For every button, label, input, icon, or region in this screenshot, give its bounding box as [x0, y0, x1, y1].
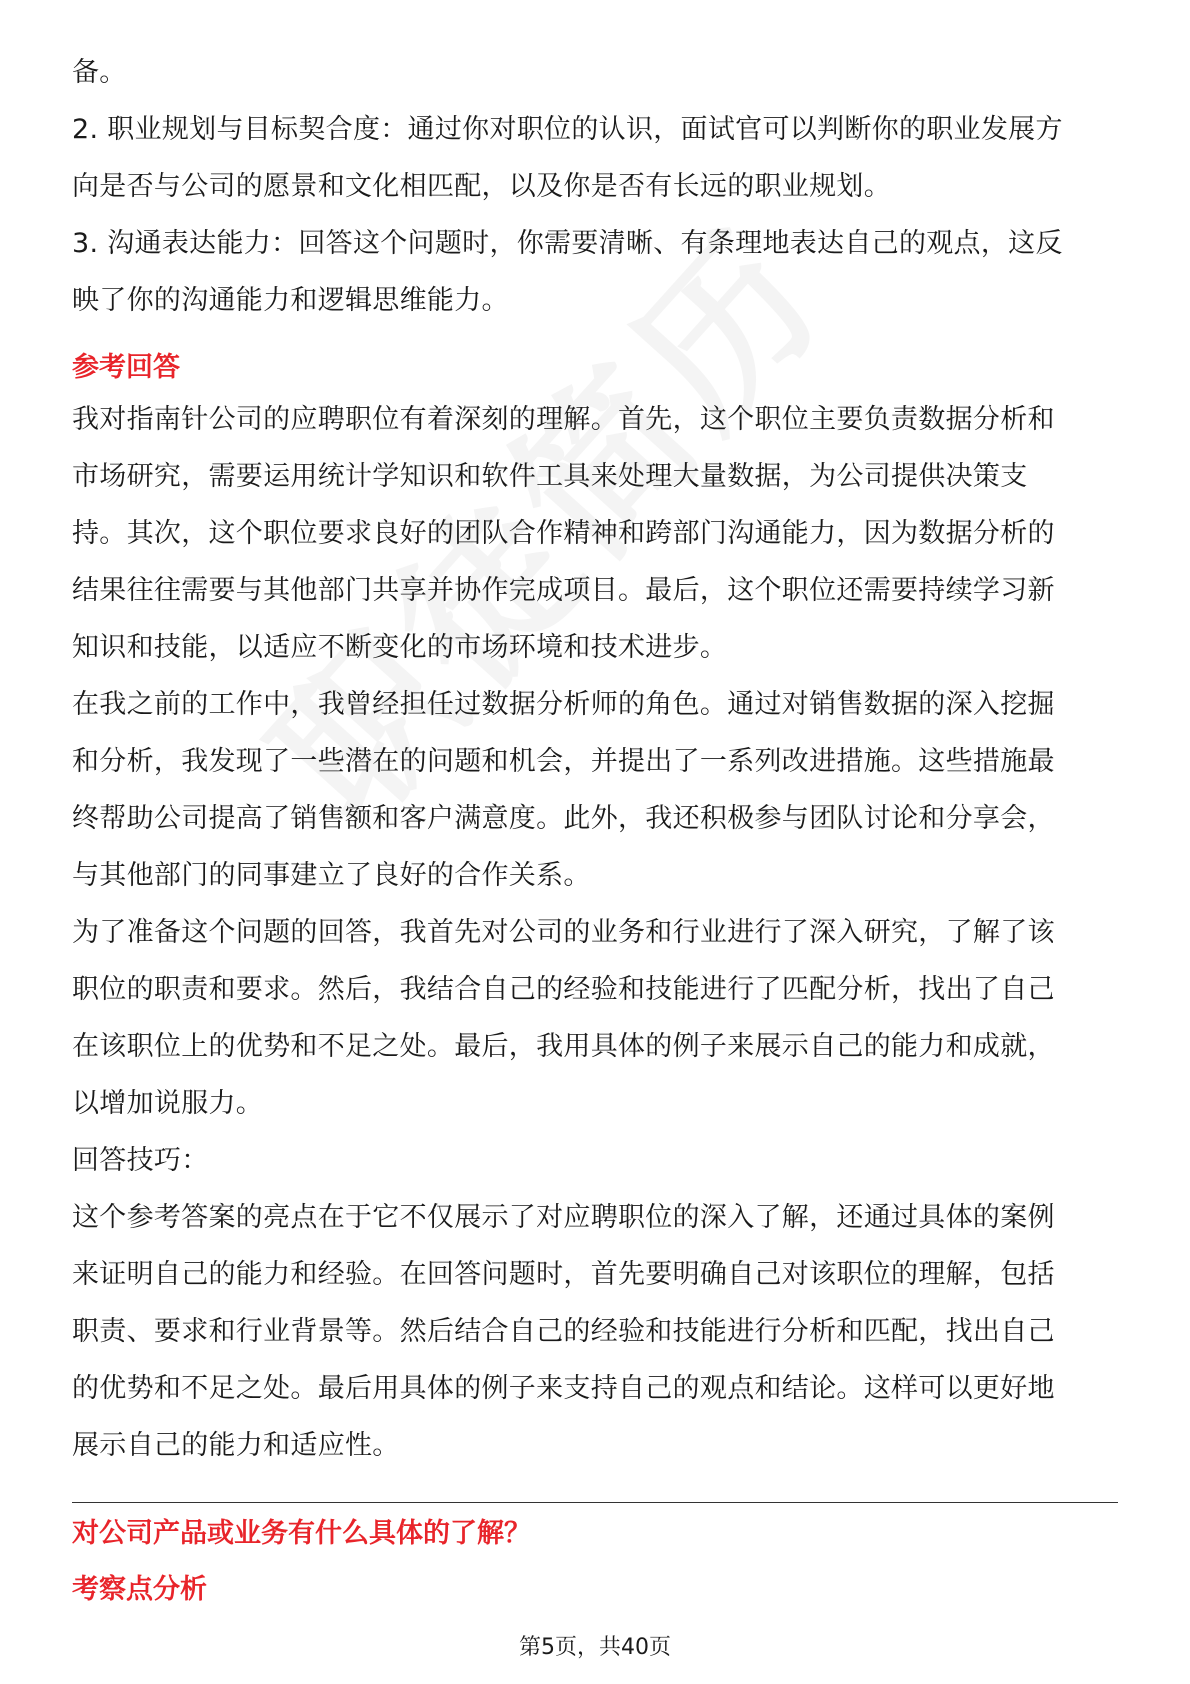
text-line: 展示自己的能力和适应性。	[72, 1430, 400, 1461]
text-line: 与其他部门的同事建立了良好的合作关系。	[72, 860, 591, 891]
analysis-heading: 考察点分析	[72, 1574, 207, 1605]
answer-section	[72, 391, 1118, 1474]
text-line: 职责、要求和行业背景等。然后结合自己的经验和技能进行分析和匹配，找出自己	[72, 1316, 1055, 1347]
text-line: 在我之前的工作中，我曾经担任过数据分析师的角色。通过对销售数据的深入挖掘	[72, 689, 1055, 720]
text-line: 为了准备这个问题的回答，我首先对公司的业务和行业进行了深入研究，了解了该	[72, 917, 1055, 948]
intro-section	[72, 44, 1118, 329]
text-line: 职位的职责和要求。然后，我结合自己的经验和技能进行了匹配分析，找出了自己	[72, 974, 1055, 1005]
text-line: 和分析，我发现了一些潜在的问题和机会，并提出了一系列改进措施。这些措施最	[72, 746, 1055, 777]
text-line: 向是否与公司的愿景和文化相匹配，以及你是否有长远的职业规划。	[72, 171, 891, 202]
text-line: 回答技巧：	[72, 1145, 209, 1176]
text-line: 备。	[72, 57, 127, 88]
text-line: 终帮助公司提高了销售额和客户满意度。此外，我还积极参与团队讨论和分享会，	[72, 803, 1055, 834]
text-line: 3. 沟通表达能力：回答这个问题时，你需要清晰、有条理地表达自己的观点，这反	[72, 228, 1063, 259]
text-line: 我对指南针公司的应聘职位有着深刻的理解。首先，这个职位主要负责数据分析和	[72, 404, 1055, 435]
document-page	[72, 44, 1118, 1613]
section-divider	[72, 1502, 1118, 1503]
reference-answer-heading: 参考回答	[72, 352, 180, 383]
text-line: 在该职位上的优势和不足之处。最后，我用具体的例子来展示自己的能力和成就，	[72, 1031, 1055, 1062]
text-line: 来证明自己的能力和经验。在回答问题时，首先要明确自己对该职位的理解，包括	[72, 1259, 1055, 1290]
text-line: 的优势和不足之处。最后用具体的例子来支持自己的观点和结论。这样可以更好地	[72, 1373, 1055, 1404]
text-line: 市场研究，需要运用统计学知识和软件工具来处理大量数据，为公司提供决策支	[72, 461, 1028, 492]
text-line: 持。其次，这个职位要求良好的团队合作精神和跨部门沟通能力，因为数据分析的	[72, 518, 1055, 549]
next-question-heading: 对公司产品或业务有什么具体的了解？	[72, 1518, 531, 1549]
text-line: 以增加说服力。	[72, 1088, 264, 1119]
text-line: 结果往往需要与其他部门共享并协作完成项目。最后，这个职位还需要持续学习新	[72, 575, 1055, 606]
page-number: 第5页，共40页	[519, 1635, 671, 1660]
text-line: 2. 职业规划与目标契合度：通过你对职位的认识，面试官可以判断你的职业发展方	[72, 114, 1063, 145]
text-line: 知识和技能，以适应不断变化的市场环境和技术进步。	[72, 632, 728, 663]
text-line: 映了你的沟通能力和逻辑思维能力。	[72, 285, 509, 316]
text-line: 这个参考答案的亮点在于它不仅展示了对应聘职位的深入了解，还通过具体的案例	[72, 1202, 1055, 1233]
